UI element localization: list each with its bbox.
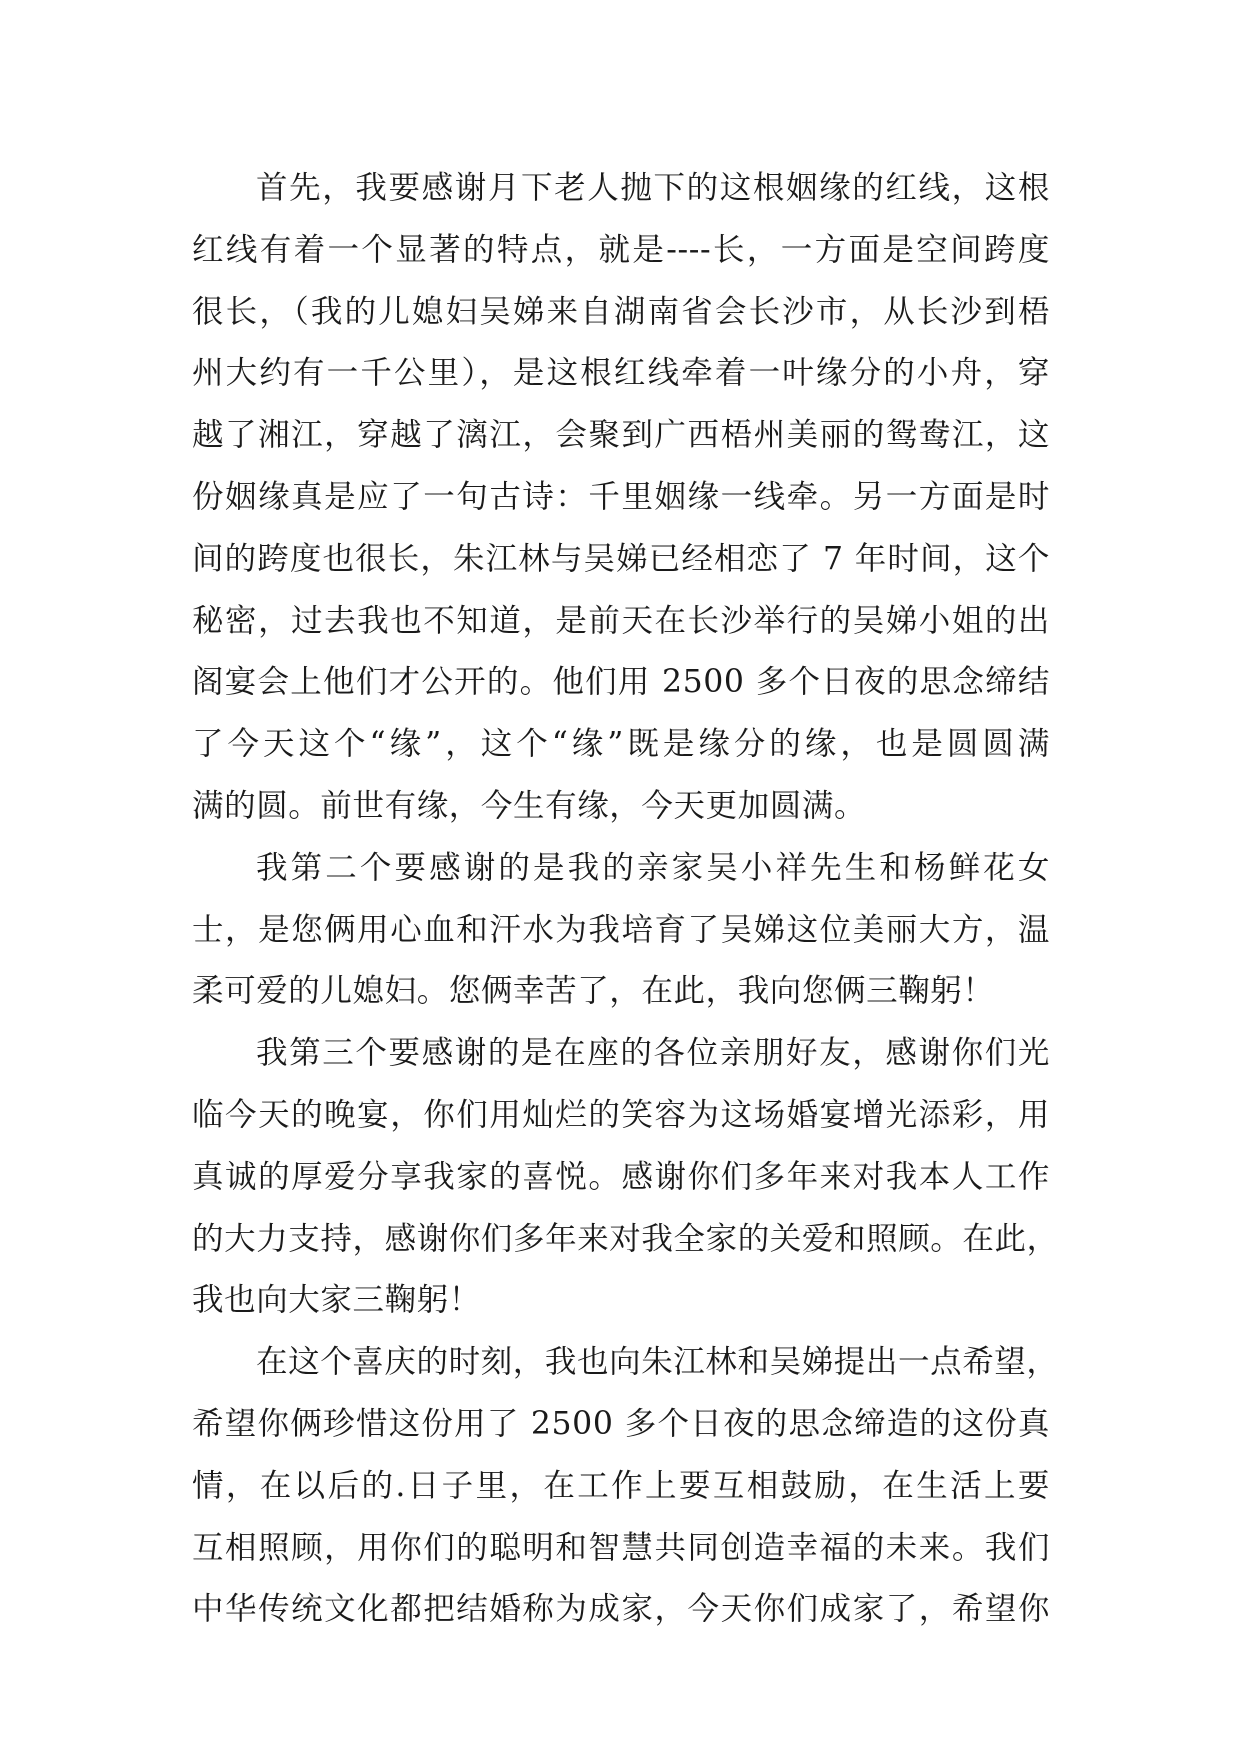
text-line: 希望你俩珍惜这份用了 2500 多个日夜的思念缔造的这份真 [192, 1405, 1050, 1442]
paragraph-3 [192, 1023, 1059, 1332]
text-line: 我第三个要感谢的是在座的各位亲朋好友，感谢你们光 [256, 1035, 1050, 1072]
text-line: 临今天的晚宴，你们用灿烂的笑容为这场婚宴增光添彩，用 [192, 1096, 1050, 1133]
text-line: 我第二个要感谢的是我的亲家吴小祥先生和杨鲜花女 [256, 849, 1050, 886]
text-line: 越了湘江，穿越了漓江，会聚到广西梧州美丽的鸳鸯江，这 [192, 417, 1050, 454]
paragraph-2 [192, 838, 1050, 1023]
text-line: 秘密，过去我也不知道，是前天在长沙举行的吴娣小姐的出 [192, 602, 1050, 639]
text-line: 份姻缘真是应了一句古诗：千里姻缘一线牵。另一方面是时 [192, 478, 1050, 515]
text-line: 柔可爱的儿媳妇。您俩幸苦了，在此，我向您俩三鞠躬！ [192, 973, 995, 1010]
text-line: 士，是您俩用心血和汗水为我培育了吴娣这位美丽大方，温 [192, 911, 1050, 948]
text-line: 了今天这个“缘”，这个“缘”既是缘分的缘，也是圆圆满 [192, 726, 1050, 763]
text-line: 满的圆。前世有缘，今生有缘，今天更加圆满。 [192, 787, 867, 824]
speech-text [192, 158, 1059, 1641]
text-line: 在这个喜庆的时刻，我也向朱江林和吴娣提出一点希望， [256, 1344, 1059, 1381]
text-line: 互相照顾，用你们的聪明和智慧共同创造幸福的未来。我们 [192, 1529, 1050, 1566]
text-line: 阁宴会上他们才公开的。他们用 2500 多个日夜的思念缔结 [192, 664, 1050, 701]
text-line: 情，在以后的.日子里，在工作上要互相鼓励，在生活上要 [192, 1467, 1050, 1504]
text-line: 首先，我要感谢月下老人抛下的这根姻缘的红线，这根 [256, 170, 1050, 206]
text-line: 的大力支持，感谢你们多年来对我全家的关爱和照顾。在此， [192, 1220, 1059, 1257]
text-line: 很长，（我的儿媳妇吴娣来自湖南省会长沙市，从长沙到梧 [192, 293, 1050, 330]
text-line: 真诚的厚爱分享我家的喜悦。感谢你们多年来对我本人工作 [192, 1158, 1050, 1195]
paragraph-1 [192, 158, 1050, 838]
text-line: 州大约有一千公里），是这根红线牵着一叶缘分的小舟，穿 [192, 355, 1050, 392]
text-line: 中华传统文化都把结婚称为成家，今天你们成家了，希望你 [192, 1591, 1050, 1628]
text-line: 间的跨度也很长，朱江林与吴娣已经相恋了 7 年时间，这个 [192, 540, 1050, 577]
text-line: 红线有着一个显著的特点，就是----长，一方面是空间跨度 [192, 231, 1050, 268]
paragraph-4 [192, 1332, 1059, 1641]
text-line: 我也向大家三鞠躬！ [192, 1282, 481, 1319]
